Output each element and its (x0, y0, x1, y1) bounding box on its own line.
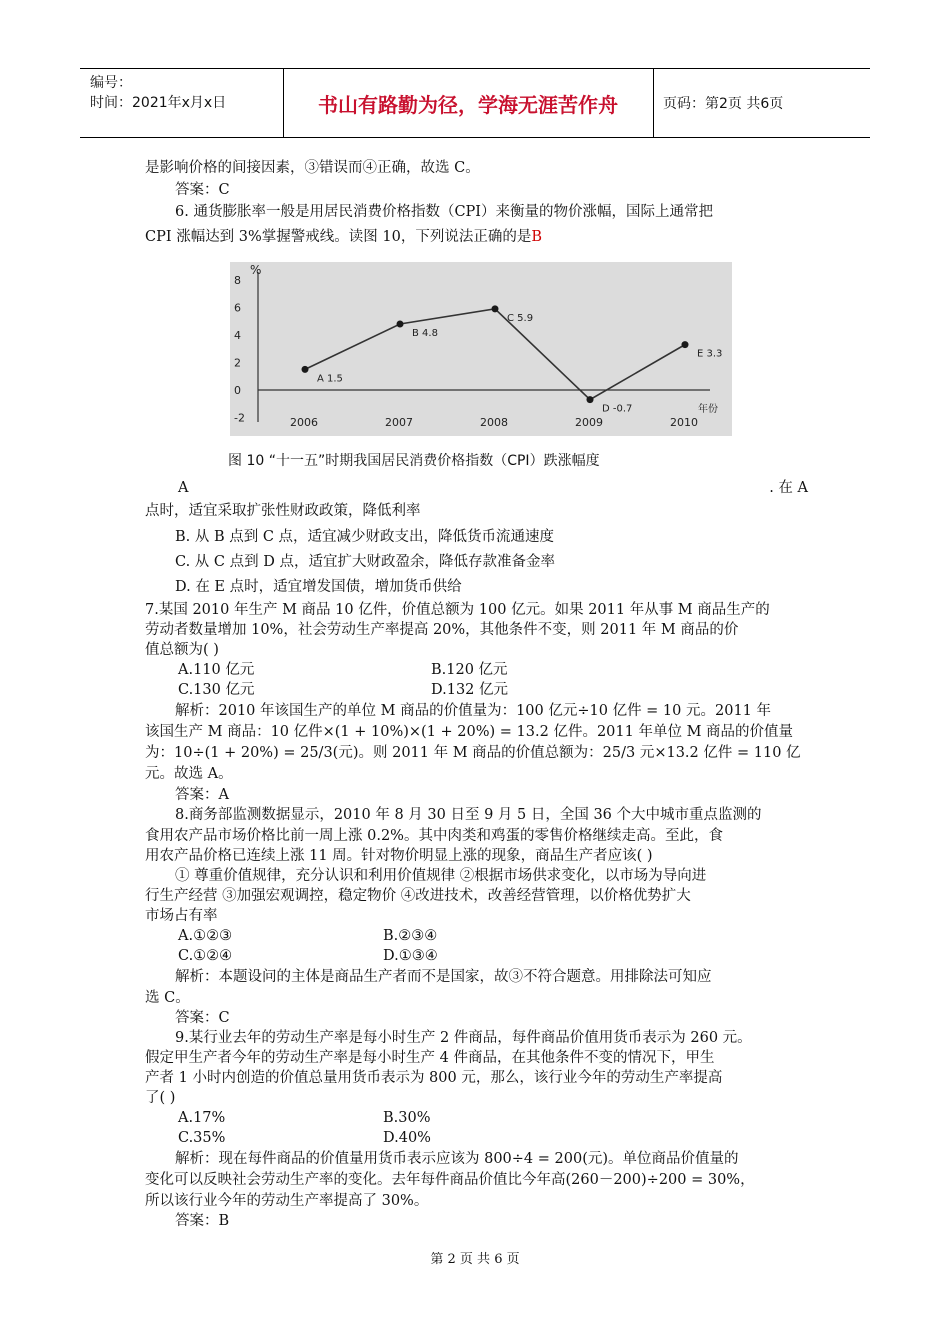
question-8-line4: ① 尊重价值规律，充分认识和利用价值规律 ②根据市场供求变化，以市场为导向进 (175, 868, 707, 884)
series-line-cpi (305, 309, 685, 400)
x-tick-label: 2010 (670, 416, 698, 429)
cpi-chart-svg (230, 262, 732, 436)
answer-line: 答案：C (175, 182, 230, 198)
option-c: C. 从 C 点到 D 点，适宜扩大财政盈余，降低存款准备金率 (175, 554, 555, 570)
question-8-line3: 用农产品价格已连续上涨 11 周。针对物价明显上涨的现象，商品生产者应该( ) (145, 848, 653, 864)
q9-option-b: B.30% (383, 1110, 431, 1126)
x-tick-label: 2009 (575, 416, 603, 429)
question-7-line3: 值总额为( ) (145, 642, 219, 658)
question-9-line3: 产者 1 小时内创造的价值总量用货币表示为 800 元，那么，该行业今年的劳动生产率提高 (145, 1070, 723, 1086)
q9-explanation: 解析：现在每件商品的价值量用货币表示应该为 800÷4 = 200(元)。单位商品价值量的 (175, 1151, 739, 1167)
question-6-answer-mark: B (531, 229, 543, 245)
q8-option-d: D.①③④ (383, 948, 438, 964)
q9-explanation-line2: 变化可以反映社会劳动生产率的变化。去年每件商品价值比今年高(260－200)÷200 = 30%， (145, 1172, 755, 1188)
q8-explanation: 解析：本题设问的主体是商品生产者而不是国家，故③不符合题意。用排除法可知应 (175, 969, 712, 985)
data-point-label: B 4.8 (412, 328, 438, 339)
q8-option-b: B.②③④ (383, 928, 438, 944)
x-tick-label: 2006 (290, 416, 318, 429)
y-tick-label: 0 (234, 384, 241, 397)
option-a-tail: . 在 A (769, 480, 808, 496)
question-6: 6. 通货膨胀率一般是用居民消费价格指数（CPI）来衡量的物价涨幅，国际上通常把 (175, 204, 714, 220)
data-point (397, 321, 404, 328)
q9-explanation-line3: 所以该行业今年的劳动生产率提高了 30%。 (145, 1193, 429, 1209)
data-point-label: E 3.3 (697, 348, 723, 360)
q7-explanation-line2: 该国生产 M 商品：10 亿件×(1 + 10%)×(1 + 20%) = 13.2 亿件。2011 年单位 M 商品的价值量 (145, 724, 794, 740)
question-8-line6: 市场占有率 (145, 908, 218, 924)
y-tick-label: 8 (234, 274, 241, 287)
data-point-label: C 5.9 (507, 312, 534, 324)
q7-option-b: B.120 亿元 (431, 662, 508, 678)
q9-option-d: D.40% (383, 1130, 431, 1146)
q8-explanation-line2: 选 C。 (145, 990, 190, 1006)
y-tick-label: 4 (234, 329, 241, 342)
q8-answer: 答案：C (175, 1010, 230, 1026)
data-point-label: D -0.7 (602, 403, 633, 415)
q9-option-a: A.17% (178, 1110, 226, 1126)
data-point-label: A 1.5 (317, 373, 343, 385)
page-footer: 第 2 页 共 6 页 (430, 1252, 520, 1267)
header-page-info: 页码：第2页 共6页 (663, 96, 784, 112)
document-header (80, 68, 870, 138)
data-point (492, 305, 499, 312)
q7-explanation-line4: 元。故选 A。 (145, 766, 233, 782)
q7-answer: 答案：A (175, 787, 229, 803)
option-a-line2: 点时，适宜采取扩张性财政政策，降低利率 (145, 503, 421, 519)
x-tick-label: 2008 (480, 416, 508, 429)
x-tick-label: 2007 (385, 416, 413, 429)
q7-option-c: C.130 亿元 (178, 682, 255, 698)
q8-option-c: C.①②④ (178, 948, 233, 964)
header-divider (653, 69, 654, 137)
x-axis-label: 年份 (698, 404, 718, 415)
text-line: 是影响价格的间接因素，③错误而④正确，故选 C。 (145, 160, 480, 176)
question-9-line2: 假定甲生产者今年的劳动生产率是每小时生产 4 件商品，在其他条件不变的情况下，甲生 (145, 1050, 715, 1066)
cpi-chart (230, 262, 732, 436)
header-number: 编号： (90, 75, 132, 91)
question-7-line2: 劳动者数量增加 10%，社会劳动生产率提高 20%，其他条件不变，则 2011 年 M 商品的价 (145, 622, 739, 638)
option-d: D. 在 E 点时，适宜增发国债，增加货币供给 (175, 579, 462, 595)
q7-option-d: D.132 亿元 (431, 682, 509, 698)
option-b: B. 从 B 点到 C 点，适宜减少财政支出，降低货币流通速度 (175, 529, 555, 545)
question-9: 9.某行业去年的劳动生产率是每小时生产 2 件商品，每件商品价值用货币表示为 260 元。 (175, 1030, 752, 1046)
data-point (302, 366, 309, 373)
y-tick-label: 6 (234, 301, 241, 315)
header-motto: 书山有路勤为径，学海无涯苦作舟 (318, 93, 618, 117)
y-tick-label: 2 (234, 356, 241, 370)
y-tick-label: -2 (234, 411, 245, 425)
option-a-line1 (178, 478, 808, 498)
figure-caption: 图 10 “十一五”时期我国居民消费价格指数（CPI）跌涨幅度 (228, 453, 600, 469)
header-time: 时间：2021年x月x日 (90, 95, 227, 111)
header-meta (90, 73, 226, 113)
question-7: 7.某国 2010 年生产 M 商品 10 亿件，价值总额为 100 亿元。如果 2011 年从事 M 商品生产的 (145, 602, 770, 618)
q8-option-a: A.①②③ (178, 928, 233, 944)
data-point (682, 341, 689, 348)
question-6-line2 (145, 227, 542, 247)
option-a-label: A (178, 480, 189, 496)
q7-explanation-line3: 为：10÷(1 + 20%) = 25/3(元)。则 2011 年 M 商品的价值总额为：25/3 元×13.2 亿件 = 110 亿 (145, 745, 801, 761)
question-8-line2: 食用农产品市场价格比前一周上涨 0.2%。其中肉类和鸡蛋的零售价格继续走高。至此，食 (145, 828, 723, 844)
y-axis-unit: % (250, 263, 262, 277)
q7-option-a: A.110 亿元 (178, 662, 255, 678)
q7-explanation: 解析：2010 年该国生产的单位 M 商品的价值量为：100 亿元÷10 亿件 = 10 元。2011 年 (175, 703, 772, 719)
data-point (587, 396, 594, 403)
question-8-line5: 行生产经营 ③加强宏观调控，稳定物价 ④改进技术，改善经营管理，以价格优势扩大 (145, 888, 691, 904)
question-8: 8.商务部监测数据显示，2010 年 8 月 30 日至 9 月 5 日，全国 36 个大中城市重点监测的 (175, 807, 762, 823)
q9-option-c: C.35% (178, 1130, 226, 1146)
question-9-line4: 了( ) (145, 1090, 176, 1106)
question-6-text: CPI 涨幅达到 3%掌握警戒线。读图 10，下列说法正确的是 (145, 229, 532, 245)
q9-answer: 答案：B (175, 1213, 230, 1229)
